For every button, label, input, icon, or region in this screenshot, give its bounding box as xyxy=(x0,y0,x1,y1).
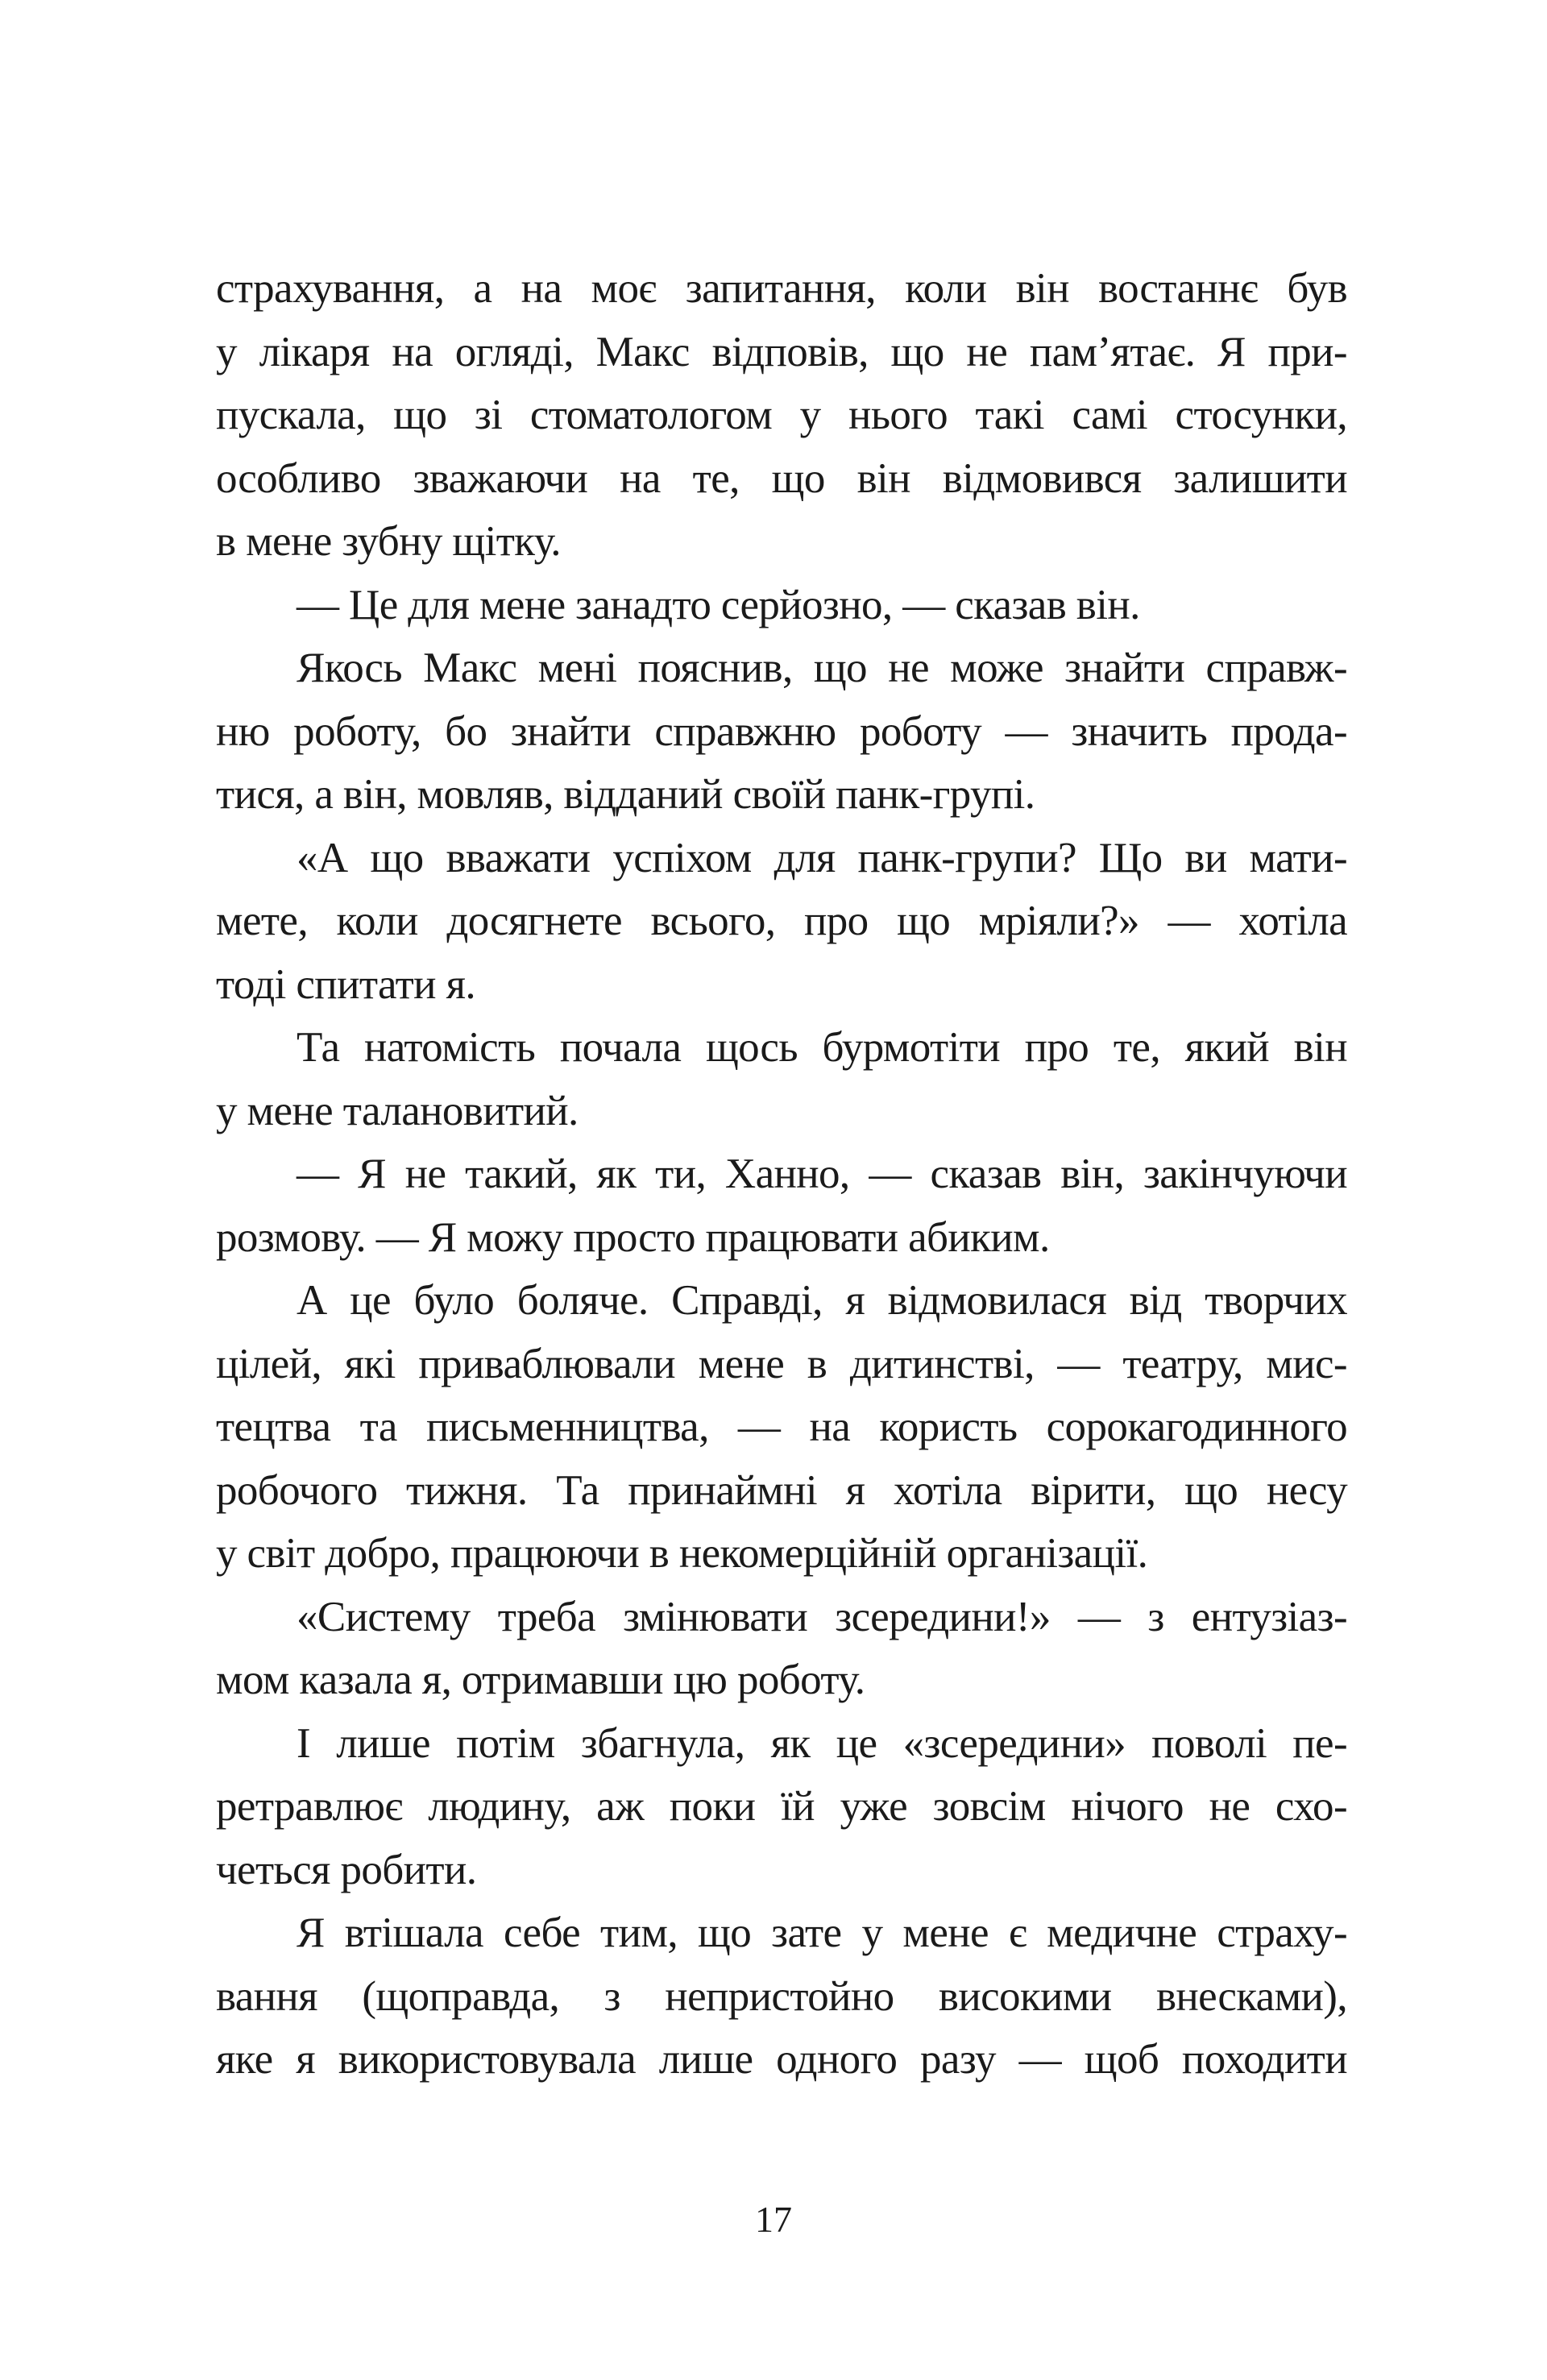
text-line: Я втішала себе тим, що зате у мене є медичне страху- xyxy=(297,1909,1347,1956)
body-text xyxy=(216,257,1347,2092)
text-line: А це було боляче. Справді, я відмовилася від творчих xyxy=(297,1277,1347,1324)
text-line: яке я використовувала лише одного разу — щоб походити xyxy=(216,2036,1347,2083)
text-line: Якось Макс мені пояснив, що не може знайти справж- xyxy=(297,645,1347,691)
text-line: вання (щоправда, з непристойно високими внесками), xyxy=(216,1972,1347,2020)
text-line: в мене зубну щітку. xyxy=(216,518,561,565)
text-line: у мене талановитий. xyxy=(216,1087,579,1134)
text-line: тецтва та письменництва, — на користь сорокагодинного xyxy=(216,1404,1347,1450)
text-line: у лікаря на огляді, Макс відповів, що не пам’ятає. Я при- xyxy=(216,328,1347,375)
text-line: тися, а він, мовляв, відданий своїй панк-групі. xyxy=(216,771,1035,818)
text-line: робочого тижня. Та принаймні я хотіла вірити, що несу xyxy=(216,1466,1347,1514)
text-line: цілей, які приваблювали мене в дитинстві, — театру, мис- xyxy=(216,1340,1347,1387)
text-line: І лише потім збагнула, як це «зсередини» поволі пе- xyxy=(297,1719,1347,1767)
text-line: мете, коли досягнете всього, про що мріяли?» — хотіла xyxy=(216,898,1347,944)
text-line: — Я не такий, як ти, Ханно, — сказав він, закінчуючи xyxy=(297,1151,1347,1197)
page-number: 17 xyxy=(755,2199,792,2240)
text-line: розмову. — Я можу просто працювати абиким. xyxy=(216,1213,1050,1261)
text-line: четься робити. xyxy=(216,1846,477,1893)
text-line: ретравлює людину, аж поки їй уже зовсім нічого не схо- xyxy=(216,1783,1347,1830)
text-line: мом казала я, отримавши цю роботу. xyxy=(216,1656,865,1703)
text-line: страхування, а на моє запитання, коли він востаннє був xyxy=(216,265,1347,312)
text-line: Та натомість почала щось бурмотіти про те, який він xyxy=(297,1024,1347,1071)
text-line: ню роботу, бо знайти справжню роботу — значить прода- xyxy=(216,707,1347,755)
text-line: — Це для мене занадто серйозно, — сказав він. xyxy=(297,581,1140,628)
text-line: тоді спитати я. xyxy=(216,960,475,1008)
text-line: у світ добро, працюючи в некомерційній організації. xyxy=(216,1530,1148,1577)
text-line: особливо зважаючи на те, що він відмовився залишити xyxy=(216,454,1347,502)
text-line: «Систему треба змінювати зсередини!» — з ентузіаз- xyxy=(297,1593,1347,1640)
text-line: пускала, що зі стоматологом у нього такі самі стосунки, xyxy=(216,392,1347,438)
text-line: «А що вважати успіхом для панк-групи? Що ви мати- xyxy=(297,834,1347,881)
